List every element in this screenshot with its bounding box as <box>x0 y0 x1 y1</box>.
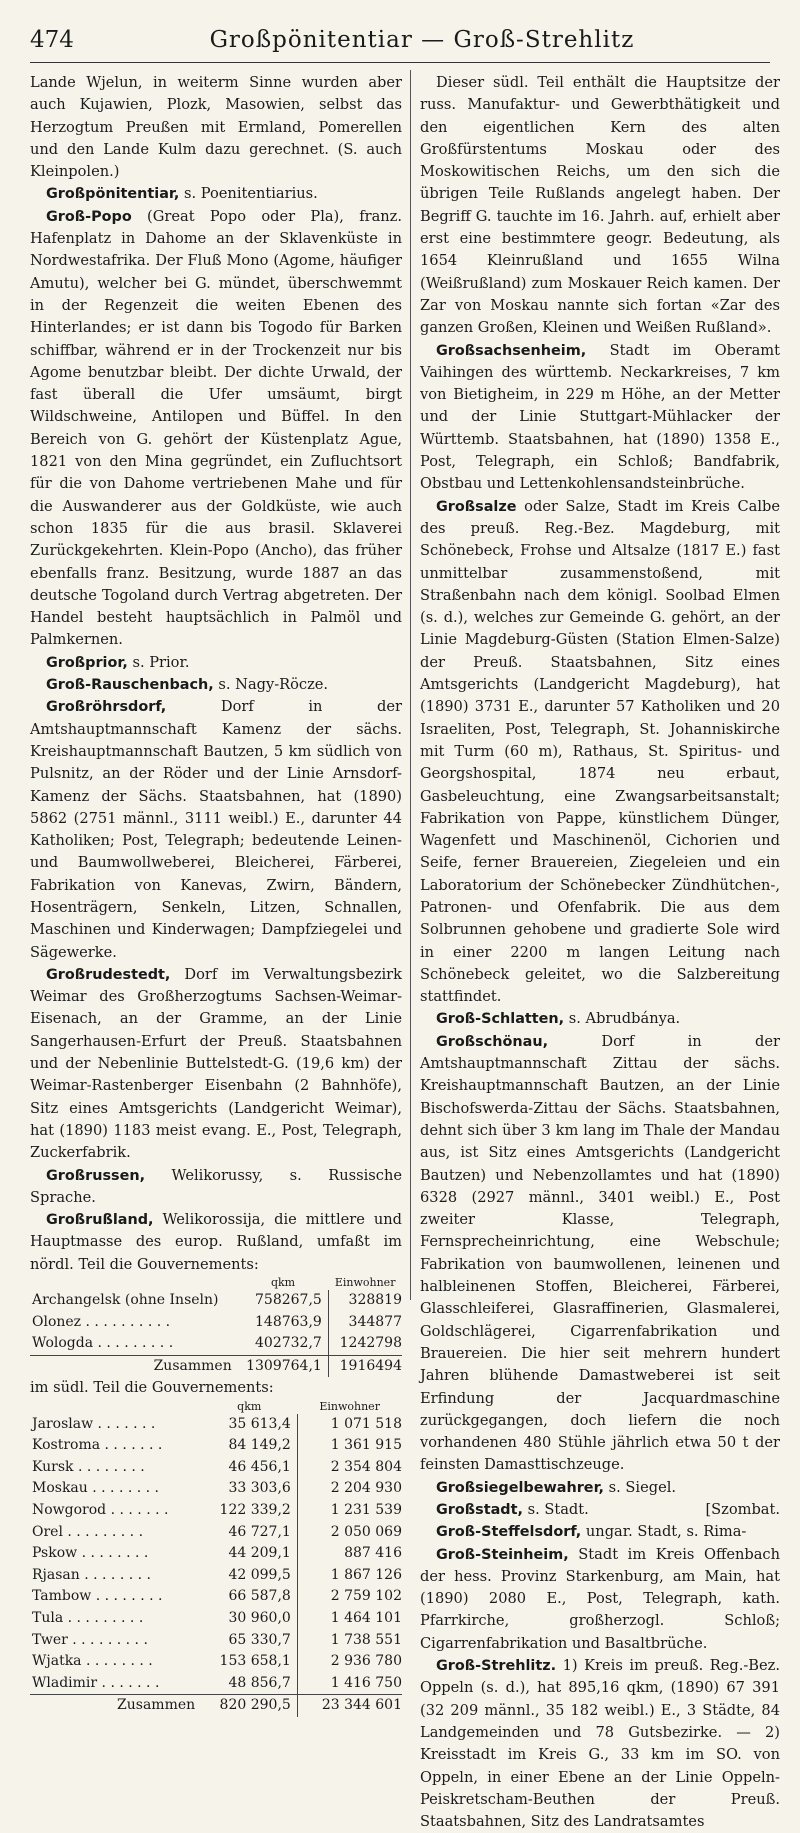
table-row <box>30 1290 402 1312</box>
entry-text: s. Prior. <box>127 653 190 671</box>
entry-text: ungar. Stadt, s. Rima- <box>581 1523 747 1541</box>
entry-gross-popo <box>30 206 402 652</box>
table-row <box>30 1457 402 1479</box>
entry-grossschoenau <box>420 1031 780 1477</box>
headword: Großsalze <box>436 498 517 515</box>
headword: Großröhrsdorf, <box>46 699 167 716</box>
table-cell-name: Nowgorod . . . . . . . <box>32 1502 169 1519</box>
column-divider <box>410 70 411 1300</box>
table-cell-qkm: 402732,7 <box>255 1335 322 1352</box>
entry-gross-steinheim <box>420 1544 780 1655</box>
table-row <box>30 1586 402 1608</box>
table-cell-qkm: 46 456,1 <box>228 1458 291 1475</box>
table-cell-name: Twer . . . . . . . . . <box>32 1631 148 1648</box>
headword: Großrudestedt, <box>46 966 171 983</box>
table-header-einwohner: Einwohner <box>334 1276 396 1290</box>
headword: Groß-Rauschenbach, <box>46 677 214 694</box>
entry-gross-steffelsdorf <box>420 1521 780 1543</box>
entry-gross-rauschenbach <box>30 674 402 696</box>
entry-text: Dorf in der Amtshauptmannschaft Kamenz der sächs. Kreishauptmannschaft Bautzen, 5 km südlich von Pulsnitz, an der Röder und der Linie Arnsdorf-Kamenz der Sächs. Staatsbahnen, hat (1890) 5862 (2751 männl., 3111 weibl.) E., darunter 44 Katholiken; Post, Telegraph; bedeutende Leinen- und Baumwollweberei, Bleicherei, Färberei, Fabrikation von Kanevas, Zwirn, Bändern, Hosenträgern, Senkeln, Litzen, Schnallen, Maschinen und Kinderwagen; Dampfziegelei und Sägewerke. <box>30 698 402 961</box>
table-header-row <box>30 1400 402 1414</box>
table-cell-name: Rjasan . . . . . . . . <box>32 1566 151 1583</box>
south-intro-text: im südl. Teil die Gouvernements: <box>30 1379 274 1397</box>
entry-text: s. Abrudbánya. <box>564 1010 681 1028</box>
table-row <box>30 1630 402 1652</box>
table-cell-einwohner: 2 936 780 <box>297 1651 402 1673</box>
headword: Großpönitentiar, <box>46 186 180 203</box>
table-cell-einwohner: 2 354 804 <box>297 1457 402 1479</box>
table-cell-name: Tula . . . . . . . . . <box>32 1610 144 1627</box>
table-row <box>30 1522 402 1544</box>
right-column <box>420 72 780 1833</box>
table-total-einwohner: 23 344 601 <box>297 1695 402 1717</box>
table-row <box>30 1565 402 1587</box>
headword: Großsachsenheim, <box>436 342 587 359</box>
headword: Groß-Steffelsdorf, <box>436 1524 582 1541</box>
table-cell-name: Jaroslaw . . . . . . . <box>32 1415 156 1432</box>
table-row <box>30 1414 402 1436</box>
entry-text: s. Siegel. <box>604 1478 677 1496</box>
table-cell-qkm: 66 587,8 <box>228 1588 291 1605</box>
entry-text: Dorf in der Amtshauptmannschaft Zittau der sächs. Kreishauptmannschaft Bautzen, an der Linie Bischofswerda-Zittau der Sächs. Staatsbahnen, dehnt sich über 3 km lang im Thale der Mandau aus, ist Sitz eines Amtsgerichts (Landgericht Bautzen) und Nebenzollamtes und hat (1890) 6328 (2927 männl., 3401 weibl.) E., Post zweiter Klasse, Telegraph, Fernsprecheinrichtung, eine Webschule; Fabrikation von baumwollenen, leinenen und halbleinenen Stoffen, Bleicherei, Färberei, Glasschleiferei, Glasraffinerien, Glasmalerei, Goldschlägerei, Cigarrenfabrikation und Brauereien. Die hier seit mehrern hundert Jahren blühende Damastweberei ist seit Erfindung der Jacquardmaschine zurückgegangen, doch liefern die noch vorhandenen 480 Stühle jährlich etwa 50 t der feinsten Damasttischzeuge. <box>420 1032 780 1474</box>
entry-text: s. Nagy-Röcze. <box>213 676 329 694</box>
table-header-blank <box>30 1400 201 1414</box>
table-header-row <box>30 1276 402 1290</box>
table-cell-einwohner: 2 759 102 <box>297 1586 402 1608</box>
table-row <box>30 1651 402 1673</box>
table-cell-einwohner: 1242798 <box>328 1333 402 1355</box>
table-cell-qkm: 30 960,0 <box>228 1610 291 1627</box>
table-header-qkm: qkm <box>270 1276 296 1290</box>
table-cell-einwohner: 887 416 <box>297 1543 402 1565</box>
running-title: Großpönitentiar — Groß-Strehlitz <box>209 27 635 53</box>
table-row <box>30 1500 402 1522</box>
table-total-label: Zusammen <box>30 1695 201 1717</box>
entry-text: Stadt im Kreis Offenbach der hess. Provinz Starkenburg, am Main, hat (1890) 2080 E., Post, Telegraph, kath. Pfarrkirche, großherzogl. Schloß; Cigarrenfabrikation und Basaltbrüche. <box>420 1545 780 1652</box>
table-cell-name: Tambow . . . . . . . . <box>32 1588 163 1605</box>
headword: Großprior, <box>46 654 128 671</box>
entry-grossroehrsdorf <box>30 696 402 964</box>
table-cell-name: Wjatka . . . . . . . . <box>32 1653 153 1670</box>
page-number: 474 <box>30 27 74 53</box>
table-cell-qkm: 42 099,5 <box>228 1566 291 1583</box>
table-cell-einwohner: 1 464 101 <box>297 1608 402 1630</box>
table-cell-qkm: 758267,5 <box>255 1292 322 1309</box>
north-governments-table <box>30 1276 402 1377</box>
table-cell-qkm: 84 149,2 <box>228 1437 291 1454</box>
entry-grossrudestedt <box>30 964 402 1165</box>
table-header-qkm: qkm <box>237 1399 262 1413</box>
entry-text: (Great Popo oder Pla), franz. Hafenplatz in Dahome an der Sklavenküste in Nordwestafrika. Der Fluß Mono (Agome, häufiger Amutu), welcher bei G. mündet, überschwemmt in der Regenzeit die weiten Ebenen des Hinterlandes; er ist dann bis Togodo für Barken schiffbar, während er in der Trockenzeit nur bis Agome benutzbar bleibt. Der dichte Urwald, der fast überall die Ufer umsäumt, birgt Wildschweine, Antilopen und Büffel. In den Bereich von G. gehört der Küstenplatz Ague, 1821 von den Mina gegründet, ein Zufluchtsort für die von Dahome vertriebenen Mahe und für die Auswanderer aus der Goldküste, wie auch schon 1835 für die aus brasil. Sklaverei Zurückgekehrten. Klein-Popo (Ancho), das früher ebenfalls franz. Besitzung, wurde 1887 an das deutsche Togoland durch Vertrag abgetreten. Der Handel besteht hauptsächlich in Palmöl und Palmkernen. <box>30 207 402 649</box>
headword: Großschönau, <box>436 1033 549 1050</box>
headword: Groß-Schlatten, <box>436 1011 565 1028</box>
table-cell-name: Wladimir . . . . . . . <box>32 1674 160 1691</box>
table-cell-einwohner: 328819 <box>328 1290 402 1312</box>
table-total-label: Zusammen <box>30 1355 238 1377</box>
table-cell-name: Kursk . . . . . . . . <box>32 1458 145 1475</box>
table-cell-einwohner: 344877 <box>328 1312 402 1334</box>
headword: Großrußland, <box>46 1212 154 1229</box>
headword: Groß-Steinheim, <box>436 1546 569 1563</box>
table-cell-einwohner: 1 071 518 <box>297 1414 402 1436</box>
continued-paragraph: Lande Wjelun, in weiterm Sinne wurden aber auch Kujawien, Plozk, Masowien, selbst das Herzogtum Preußen mit Ermland, Pomerellen und den Lande Kulm dazu gerechnet. (S. auch Kleinpolen.) <box>30 74 402 181</box>
continued-paragraph: Dieser südl. Teil enthält die Hauptsitze der russ. Manufaktur- und Gewerbthätigkeit und den eigentlichen Kern des alten Großfürstentums Moskau oder des Moskowitischen Reichs, um den sich die übrigen Teile Rußlands angelegt haben. Der Begriff G. tauchte im 16. Jahrh. auf, erhielt aber erst eine bestimmtere geogr. Bedeutung, als 1654 Kleinrußland und 1655 Wilna (Weißrußland) zum Moskauer Reich kamen. Der Zar von Moskau nannte sich fortan «Zar des ganzen Großen, Kleinen und Weißen Rußland». <box>420 74 780 337</box>
table-cell-qkm: 35 613,4 <box>228 1415 291 1432</box>
table-cell-einwohner: 2 204 930 <box>297 1478 402 1500</box>
left-column <box>30 72 402 1717</box>
entry-grosssachsenheim <box>420 340 780 496</box>
table-cell-einwohner: 2 050 069 <box>297 1522 402 1544</box>
table-header-blank <box>30 1276 238 1290</box>
table-row <box>30 1543 402 1565</box>
table-cell-einwohner: 1 738 551 <box>297 1630 402 1652</box>
table-cell-name: Archangelsk (ohne Inseln) <box>32 1292 219 1309</box>
entry-text: 1) Kreis im preuß. Reg.-Bez. Oppeln (s. d.), hat 895,16 qkm, (1890) 67 391 (32 209 männl., 35 182 weibl.) E., 3 Städte, 84 Landgemeinden und 78 Gutsbezirke. — 2) Kreisstadt im Kreis G., 33 km im SO. von Oppeln, in einer Ebene an der Linie Oppeln-Peiskretscham-Beuthen der Preuß. Staatsbahnen, Sitz des Landratsamtes <box>420 1657 780 1831</box>
entry-grossstadt <box>420 1499 780 1521</box>
table-cell-einwohner: 1 231 539 <box>297 1500 402 1522</box>
table-cell-qkm: 122 339,2 <box>219 1502 291 1519</box>
table-total-einwohner: 1916494 <box>328 1355 402 1377</box>
table-cell-name: Wologda . . . . . . . . . <box>32 1335 174 1352</box>
entry-gross-strehlitz <box>420 1655 780 1833</box>
headword: Großrussen, <box>46 1167 146 1184</box>
entry-text: Stadt im Oberamt Vaihingen des württemb. Neckarkreises, 7 km von Bietigheim, in 229 m Höhe, an der Metter und der Linie Stuttgart-Mühlacker der Württemb. Staatsbahnen, hat (1890) 1358 E., Post, Telegraph, ein Schloß; Bandfabrik, Obstbau und Lettenkohlensandsteinbrüche. <box>420 341 780 493</box>
table-cell-einwohner: 1 416 750 <box>297 1673 402 1695</box>
table-row <box>30 1435 402 1457</box>
entry-grossprior <box>30 652 402 674</box>
table-row <box>30 1673 402 1695</box>
table-cell-qkm: 48 856,7 <box>228 1674 291 1691</box>
table-total-row <box>30 1355 402 1377</box>
table-cell-qkm: 46 727,1 <box>228 1523 291 1540</box>
table-cell-einwohner: 1 867 126 <box>297 1565 402 1587</box>
entry-grosspoenitentiar <box>30 183 402 205</box>
south-governments-table <box>30 1400 402 1717</box>
table-cell-name: Moskau . . . . . . . . <box>32 1480 159 1497</box>
entry-gross-schlatten <box>420 1008 780 1030</box>
table-row <box>30 1478 402 1500</box>
entry-text: Dorf im Verwaltungsbezirk Weimar des Großherzogtums Sachsen-Weimar-Eisenach, an der Gramme, an der Linie Sangerhausen-Erfurt der Preuß. Staatsbahnen und der Nebenlinie Buttelstedt-G. (19,6 km) der Weimar-Rastenberger Eisenbahn (2 Bahnhöfe), Sitz eines Amtsgerichts (Landgericht Weimar), hat (1890) 1183 meist evang. E., Post, Telegraph, Zuckerfabrik. <box>30 965 402 1162</box>
headword: Großsiegelbewahrer, <box>436 1479 605 1496</box>
entry-text: oder Salze, Stadt im Kreis Calbe des preuß. Reg.-Bez. Magdeburg, mit Schönebeck, Frohse und Altsalze (1817 E.) fast unmittelbar zusammenstoßend, mit Straßenbahn nach dem königl. Soolbad Elmen (s. d.), welches zur Gemeinde G. gehört, an der Linie Magdeburg-Güsten (Station Elmen-Salze) der Preuß. Staatsbahnen, Sitz eines Amtsgerichts (Landgericht Magdeburg), hat (1890) 3731 E., darunter 57 Katholiken und 20 Israeliten, Post, Telegraph, St. Johanniskirche mit Turm (60 m), Rathaus, St. Spiritus- und Georgshospital, 1874 neu erbaut, Gasbeleuchtung, eine Zwangsarbeitsanstalt; Fabrikation von Pappe, künstlichem Dünger, Wagenfett und Maschinenöl, Cichorien und Seife, ferner Brauereien, Ziegeleien und ein Laboratorium der Schönebecker Zündhütchen-, Patronen- und Ofenfabrik. Die aus dem Solbrunnen gehobene und gradierte Sole wird in einer 2200 m langen Leitung nach Schönebeck geleitet, wo die Salzbereitung stattfindet. <box>420 497 780 1006</box>
table-total-qkm: 820 290,5 <box>201 1695 297 1717</box>
table-header-einwohner: Einwohner <box>319 1399 380 1413</box>
table-cell-qkm: 33 303,6 <box>228 1480 291 1497</box>
headword: Groß-Strehlitz. <box>436 1658 557 1675</box>
page-header <box>30 18 770 63</box>
entry-text: s. Stadt. <box>522 1501 589 1518</box>
table-cell-name: Pskow . . . . . . . . <box>32 1545 149 1562</box>
entry-grossrussen <box>30 1165 402 1210</box>
entry-grosssalze <box>420 496 780 1009</box>
table-row <box>30 1333 402 1355</box>
table-total-qkm: 1309764,1 <box>238 1355 329 1377</box>
table-cell-name: Orel . . . . . . . . . <box>32 1523 144 1540</box>
entry-grossrussland <box>30 1209 402 1276</box>
table-cell-qkm: 44 209,1 <box>228 1545 291 1562</box>
table-cell-qkm: 153 658,1 <box>219 1653 291 1670</box>
table-cell-name: Olonez . . . . . . . . . . <box>32 1313 171 1330</box>
headword: Groß-Popo <box>46 208 132 225</box>
entry-text: Welikorussy, s. Russische Sprache. <box>30 1166 402 1206</box>
table-cell-qkm: 148763,9 <box>255 1313 322 1330</box>
headword: Großstadt, <box>436 1502 523 1518</box>
table-row <box>30 1608 402 1630</box>
table-cell-einwohner: 1 361 915 <box>297 1435 402 1457</box>
table-cell-name: Kostroma . . . . . . . <box>32 1437 163 1454</box>
table-row <box>30 1312 402 1334</box>
entry-text: Welikorossija, die mittlere und Hauptmasse des europ. Rußland, umfaßt im nördl. Teil die Gouvernements: <box>30 1211 402 1273</box>
entry-text: s. Poenitentiarius. <box>179 185 318 203</box>
table-cell-qkm: 65 330,7 <box>228 1631 291 1648</box>
entry-grosssiegelbewahrer <box>420 1477 780 1499</box>
entry-overflow-text: [Szombat. <box>705 1501 780 1518</box>
table-total-row <box>30 1695 402 1717</box>
